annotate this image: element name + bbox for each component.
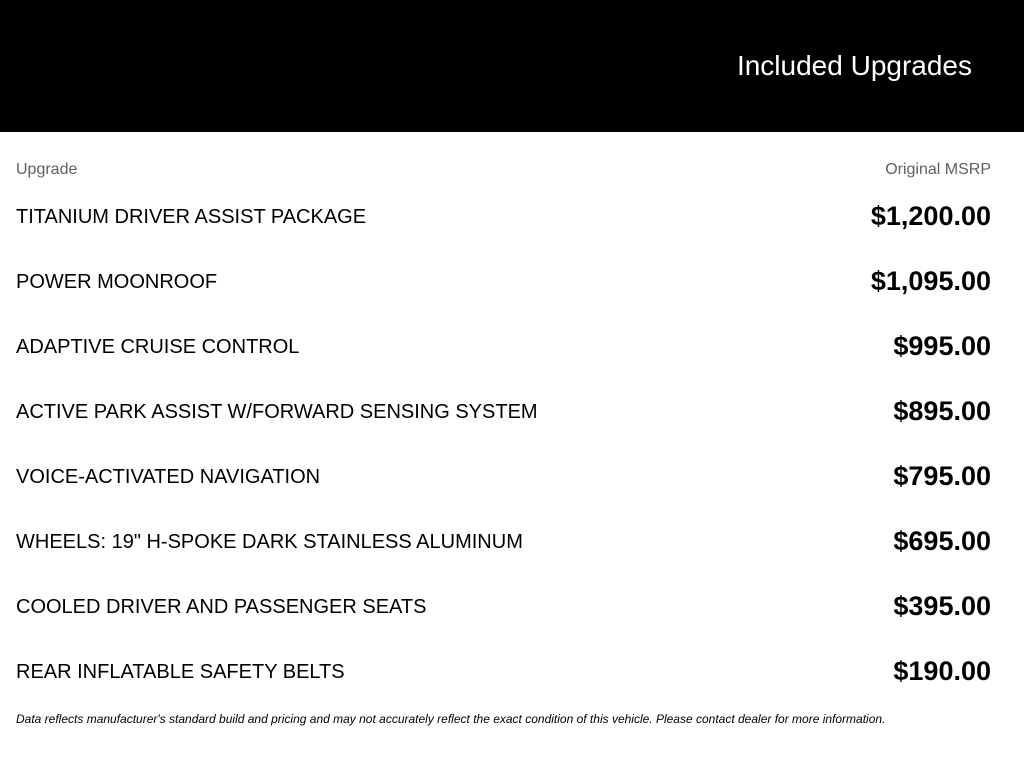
upgrade-name: POWER MOONROOF	[16, 271, 218, 293]
upgrade-row	[16, 249, 991, 314]
upgrade-price: $395.00	[893, 591, 991, 621]
upgrade-row	[16, 574, 991, 639]
upgrade-row	[16, 509, 991, 574]
upgrade-price: $895.00	[893, 396, 991, 426]
upgrade-price: $190.00	[893, 656, 991, 686]
upgrade-name: VOICE-ACTIVATED NAVIGATION	[16, 466, 321, 488]
column-header-msrp: Original MSRP	[885, 161, 991, 178]
upgrade-name: ACTIVE PARK ASSIST W/FORWARD SENSING SYSTEM	[16, 401, 538, 423]
upgrade-name: REAR INFLATABLE SAFETY BELTS	[16, 661, 345, 683]
upgrade-price: $695.00	[893, 526, 991, 556]
upgrade-row	[16, 314, 991, 379]
upgrade-name: TITANIUM DRIVER ASSIST PACKAGE	[16, 206, 367, 228]
column-headers	[16, 160, 991, 180]
upgrade-price: $995.00	[893, 331, 991, 361]
column-header-upgrade: Upgrade	[16, 161, 78, 178]
upgrade-price: $795.00	[893, 461, 991, 491]
upgrade-name: COOLED DRIVER AND PASSENGER SEATS	[16, 596, 427, 618]
upgrade-row	[16, 639, 991, 704]
header-banner	[0, 0, 1024, 132]
page-title: Included Upgrades	[736, 50, 972, 81]
upgrades-list	[16, 184, 991, 704]
upgrade-price: $1,200.00	[870, 201, 991, 231]
disclaimer-text: Data reflects manufacturer's standard build and pricing and may not accurately reflect the exact condition of this vehicle. Please contact dealer for more information.	[16, 712, 886, 726]
upgrade-row	[16, 444, 991, 509]
upgrade-row	[16, 184, 991, 249]
upgrade-row	[16, 379, 991, 444]
upgrade-price: $1,095.00	[870, 266, 991, 296]
upgrade-name: WHEELS: 19" H-SPOKE DARK STAINLESS ALUMINUM	[16, 531, 523, 553]
upgrade-name: ADAPTIVE CRUISE CONTROL	[16, 336, 300, 358]
